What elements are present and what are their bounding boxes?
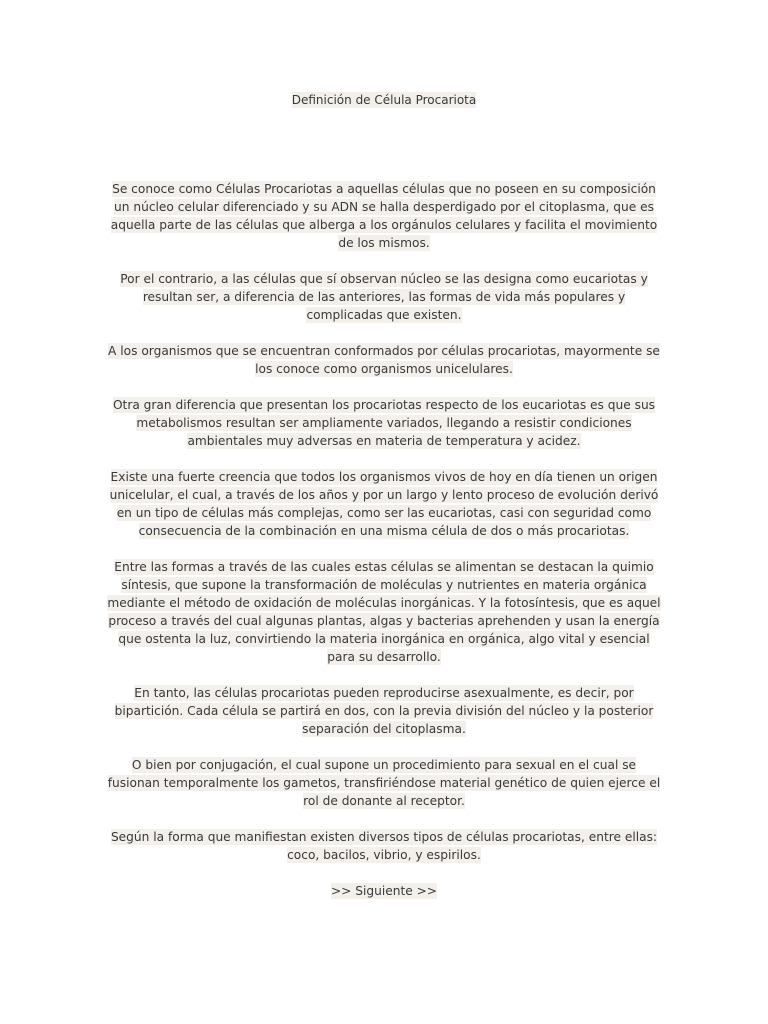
paragraph: O bien por conjugación, el cual supone un procedimiento para sexual en el cual se fusionan temporalmente los gametos, transfiriéndose material genético de quien ejerce el rol de donante al receptor. (107, 758, 661, 808)
next-link-row (104, 882, 664, 900)
paragraph: Se conoce como Células Procariotas a aquellas células que no poseen en su composición un núcleo celular diferenciado y su ADN se halla desperdigado por el citoplasma, que es aquella parte de las células que alberga a los orgánulos celulares y facilita el movimiento de los mismos. (110, 182, 658, 250)
document-title-text: Definición de Célula Procariota (291, 93, 477, 107)
paragraph: Entre las formas a través de las cuales estas células se alimentan se destacan la quimio síntesis, que supone la transformación de moléculas y nutrientes en materia orgánica mediante el método de oxidación de moléculas inorgánicas. Y la fotosíntesis, que es aquel proceso a través del cual algunas plantas, algas y bacterias aprehenden y usan la energía que ostenta la luz, convirtiendo la materia inorgánica en orgánica, algo vital y esencial para su desarrollo. (107, 560, 661, 664)
paragraph: A los organismos que se encuentran conformados por células procariotas, mayormente se los conoce como organismos unicelulares. (108, 344, 660, 376)
paragraph: En tanto, las células procariotas pueden reproducirse asexualmente, es decir, por bipartición. Cada célula se partirá en dos, con la previa división del núcleo y la posterior separación del citoplasma. (114, 686, 654, 736)
paragraph: Existe una fuerte creencia que todos los organismos vivos de hoy en día tienen un origen unicelular, el cual, a través de los años y por un largo y lento proceso de evolución derivó en un tipo de células más complejas, como ser las eucariotas, casi con seguridad como consecuencia de la combinación en una misma célula de dos o más procariotas. (109, 470, 659, 538)
paragraph: Según la forma que manifiestan existen diversos tipos de células procariotas, entre ellas: coco, bacilos, vibrio, y espirilos. (110, 830, 658, 862)
text-block-2 (104, 396, 664, 900)
paragraph: Otra gran diferencia que presentan los procariotas respecto de los eucariotas es que sus metabolismos resultan ser ampliamente variados, llegando a resistir condiciones ambientales muy adversas en materia de temperatura y acidez. (112, 398, 656, 448)
text-block-1 (104, 180, 664, 378)
next-link[interactable]: >> Siguiente >> (330, 884, 438, 898)
document-title (0, 91, 768, 109)
paragraph: Por el contrario, a las células que sí observan núcleo se las designa como eucariotas y resultan ser, a diferencia de las anteriores, las formas de vida más populares y complicadas que existen. (120, 272, 648, 322)
